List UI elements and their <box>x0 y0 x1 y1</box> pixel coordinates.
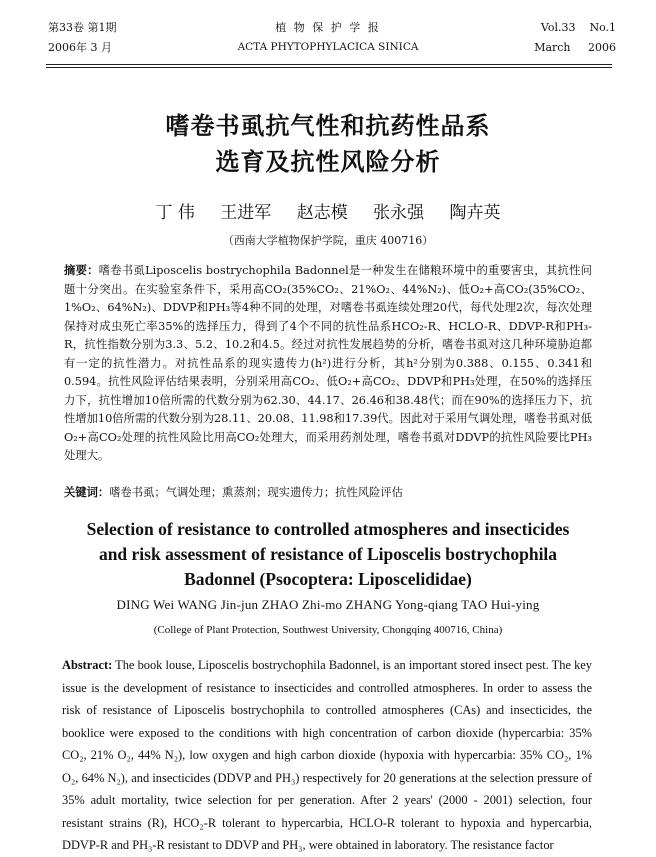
cn-abstract-text: 嗜卷书虱Liposcelis bostrychophila Badonnel是一种发生在储粮环境中的重要害虫，其抗性问题十分突出。在实验室条件下，采用高CO₂(35%CO₂、21%O₂、44%N₂)、低O₂+高CO₂(35%CO₂、1%O₂、64%N₂)、DDVP和PH₃等4种不同的处理，对嗜卷书虱连续处理20代，每代处理2次，每次处理保持对成虫死亡率35%的选择压力，得到了4个不同的抗性品系HCO₂-R、HCLO-R、DDVP-R和PH₃-R，抗性指数分别为3.3、5.2、10.2和4.5。经过对抗性发展趋势的分析，嗜卷书虱对这几种环境胁迫都有一定的抗性潜力。对抗性品系的现实遗传力(h²)进行分析，其h²分别为0.388、0.155、0.341和0.594。抗性风险评估结果表明，分别采用高CO₂、低O₂+高CO₂、DDVP和PH₃处理，在50%的选择压力下，抗性增加10倍所需的代数分别为62.30、44.17、26.46和38.48代；而在90%的选择压力下，抗性增加10倍所需的代数分别为28.11、20.08、11.98和17.39代。因此对于采用气调处理，嗜卷书虱对低O₂+高CO₂处理的抗性风险比用高CO₂处理大，而采用药剂处理，嗜卷书虱对DDVP的抗性风险要比PH₃处理大。 <box>64 264 592 462</box>
cn-keywords-text: 嗜卷书虱；气调处理；熏蒸剂；现实遗传力；抗性风险评估 <box>109 486 403 499</box>
cn-keywords <box>64 483 592 503</box>
date-cn: 2006年 3 月 <box>48 41 112 54</box>
en-title-line-1: Selection of resistance to controlled atmospheres and insecticides <box>86 519 570 539</box>
journal-header <box>0 14 656 64</box>
en-affiliation: (College of Plant Protection, Southwest University, Chongqing 400716, China) <box>153 624 503 636</box>
cn-keywords-label: 关键词： <box>64 485 110 499</box>
cn-abstract-label: 摘要： <box>64 263 99 277</box>
cn-title-line-1: 嗜卷书虱抗气性和抗药性品系 <box>165 111 491 140</box>
cn-authors <box>0 198 656 223</box>
en-abstract-text: The book louse, Liposcelis bostrychophila Badonnel, is an important stored insect pest. The key issue is the development of resistance to insecticides and controlled atmospheres. In order to assess the risk of resistance of Liposcelis bostrychophila to controlled atmospheres (CAs) and insecticides, the booklice were exposed to the conditions with high concentration of carbon dioxide (hypercarbia: 35% CO₂, 21% O₂, 44% N₂), low oxygen and high carbon dioxide (hypoxia with hypercarbia: 35% CO₂, 1% O₂, 64% N₂), and insecticides (DDVP and PH₃) respectively for 20 generations at the selection pressure of 35% adult mortality, twice selection for per generation. After 2 years' (2000 - 2001) selection, four resistant strains (R), HCO₂-R tolerant to hypercarbia, HCLO-R tolerant to hypoxia and hypercarbia, DDVP-R and PH₃-R resistant to DDVP and PH₃, were obtained in laboratory. The resistance factor <box>62 658 592 852</box>
en-abstract <box>62 654 592 857</box>
en-title-line-3: Badonnel (Psocoptera: Liposcelididae) <box>184 569 472 589</box>
volume-issue-en: Vol.33 No.1 <box>540 21 616 34</box>
header-rule-thin <box>46 67 612 68</box>
cn-author: 陶卉英 <box>449 203 501 223</box>
cn-author: 丁 伟 <box>155 203 195 223</box>
cn-author: 赵志模 <box>296 203 348 223</box>
cn-author: 王进军 <box>220 203 272 223</box>
journal-name-en: ACTA PHYTOPHYLACICA SINICA <box>237 41 419 53</box>
cn-abstract <box>64 261 592 466</box>
en-title-line-2: and risk assessment of resistance of Liposcelis bostrychophila <box>98 544 558 564</box>
date-en: March 2006 <box>534 41 616 54</box>
cn-title-line-2: 选育及抗性风险分析 <box>215 147 441 176</box>
header-rule <box>46 64 612 65</box>
cn-affiliation: （西南大学植物保护学院，重庆 400716） <box>222 234 434 247</box>
cn-author: 张永强 <box>373 203 425 223</box>
volume-issue-cn: 第33卷 第1期 <box>48 21 117 34</box>
journal-name-cn: 植 物 保 护 学 报 <box>275 21 381 34</box>
en-authors: DING Wei WANG Jin-jun ZHAO Zhi-mo ZHANG Yong-qiang TAO Hui-ying <box>116 597 540 612</box>
en-abstract-label: Abstract: <box>62 658 113 672</box>
